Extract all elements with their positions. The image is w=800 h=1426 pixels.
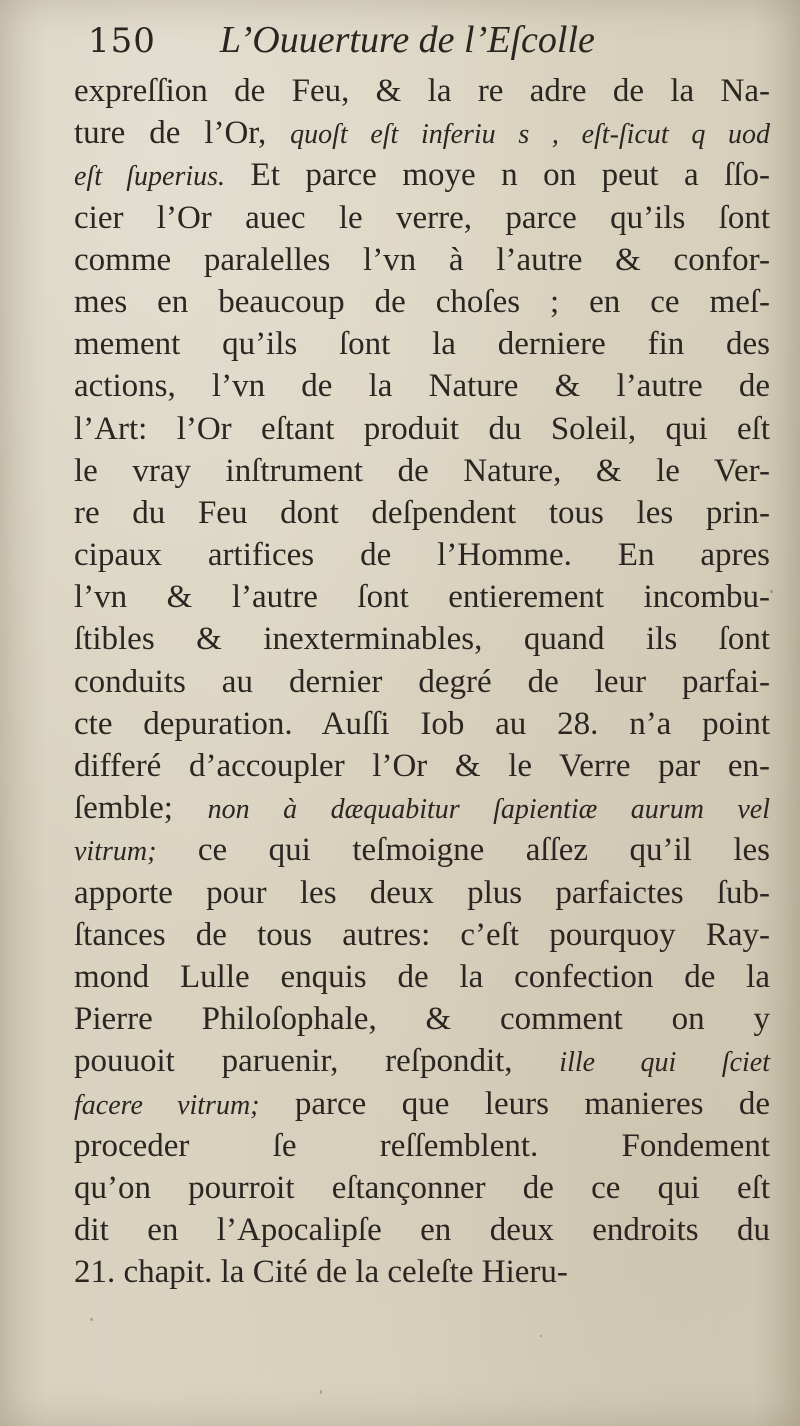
text-run: cier l’Or auec le verre, parce qu’ils ſont <box>74 199 770 236</box>
text-line <box>74 1167 770 1209</box>
text-line <box>74 745 770 787</box>
latin-quotation: ille qui ſciet <box>559 1047 770 1079</box>
text-line <box>74 365 770 407</box>
text-line <box>74 829 770 871</box>
paper-speck <box>320 1390 322 1394</box>
text-run: ture de l’Or, <box>74 115 291 152</box>
text-line <box>74 450 770 492</box>
text-line <box>74 576 770 618</box>
text-line <box>74 1251 770 1293</box>
text-line <box>74 787 770 829</box>
text-run: differé d’accoupler l’Or & le Verre par en- <box>74 748 770 784</box>
latin-quotation: quoſt eſt inferiu s , eſt-ſicut q uod <box>290 119 770 151</box>
text-line <box>74 618 770 660</box>
text-line <box>74 1040 770 1082</box>
running-title: L’Ouuerture de l’Eſcolle <box>219 19 595 61</box>
text-line <box>74 956 770 998</box>
text-line <box>74 70 770 112</box>
text-run: l’vn & l’autre ſont entierement incombu- <box>74 579 770 616</box>
text-line <box>74 1083 770 1125</box>
text-line <box>74 492 770 534</box>
text-run: parce que leurs manieres de <box>259 1085 770 1122</box>
page-header <box>88 18 738 68</box>
text-line <box>74 534 770 576</box>
latin-quotation: facere vitrum; <box>74 1089 260 1121</box>
text-run: Et parce moye n on peut a ſſo- <box>225 157 770 194</box>
text-run: expreſſion de Feu, & la re adre de la Na- <box>74 73 770 109</box>
body-text <box>74 70 770 1293</box>
text-run: Pierre Philoſophale, & comment on y <box>74 1001 770 1038</box>
text-line <box>74 1125 770 1167</box>
text-run: mes en beaucoup de choſes ; en ce meſ- <box>74 283 770 320</box>
text-run: conduits au dernier degré de leur parfai- <box>74 663 770 700</box>
text-line <box>74 1209 770 1251</box>
text-line <box>74 998 770 1040</box>
text-line <box>74 281 770 323</box>
text-run: ſemble; <box>74 790 208 827</box>
text-line <box>74 154 770 196</box>
text-line <box>74 112 770 154</box>
text-run: le vray inſtrument de Nature, & le Ver- <box>74 452 770 489</box>
latin-quotation: eſt ſuperius. <box>74 161 226 193</box>
text-run: dit en l’Apocalipſe en deux endroits du <box>74 1212 770 1249</box>
text-run: proceder ſe reſſemblent. Fondement <box>74 1127 770 1164</box>
text-run: apporte pour les deux plus parfaictes ſub- <box>74 874 770 911</box>
text-run: mement qu’ils ſont la derniere fin des <box>74 326 770 363</box>
text-run: ſtances de tous autres: c’eſt pourquoy Ray- <box>74 916 770 953</box>
text-run: comme paralelles l’vn à l’autre & confor- <box>74 241 770 278</box>
latin-quotation: vitrum; <box>74 836 157 868</box>
text-run: ſtibles & inexterminables, quand ils ſont <box>74 621 770 658</box>
text-run: re du Feu dont deſpendent tous les prin- <box>74 494 770 531</box>
paper-speck <box>770 590 773 593</box>
text-run: actions, l’vn de la Nature & l’autre de <box>74 368 770 405</box>
text-line <box>74 239 770 281</box>
paper-speck <box>90 1318 93 1321</box>
text-run: ce qui teſmoigne aſſez qu’il les <box>156 832 770 869</box>
paper-speck <box>540 1335 542 1337</box>
page-number: 150 <box>88 21 156 61</box>
text-line <box>74 323 770 365</box>
text-line <box>74 872 770 914</box>
text-line <box>74 197 770 239</box>
text-line <box>74 914 770 956</box>
latin-quotation: non à dæquabitur ſapientiæ aurum vel <box>207 794 771 826</box>
text-line <box>74 408 770 450</box>
text-run: qu’on pourroit eſtançonner de ce qui eſt <box>74 1169 770 1206</box>
text-run: pouuoit paruenir, reſpondit, <box>74 1043 560 1080</box>
text-run: 21. chapit. la Cité de la celeſte Hieru- <box>74 1254 568 1291</box>
text-line <box>74 661 770 703</box>
text-run: cipaux artifices de l’Homme. En apres <box>74 537 770 574</box>
text-run: l’Art: l’Or eſtant produit du Soleil, qui eſt <box>74 410 770 447</box>
text-line <box>74 703 770 745</box>
text-run: cte depuration. Auſſi Iob au 28. n’a point <box>74 705 770 742</box>
text-run: mond Lulle enquis de la confection de la <box>74 958 770 995</box>
